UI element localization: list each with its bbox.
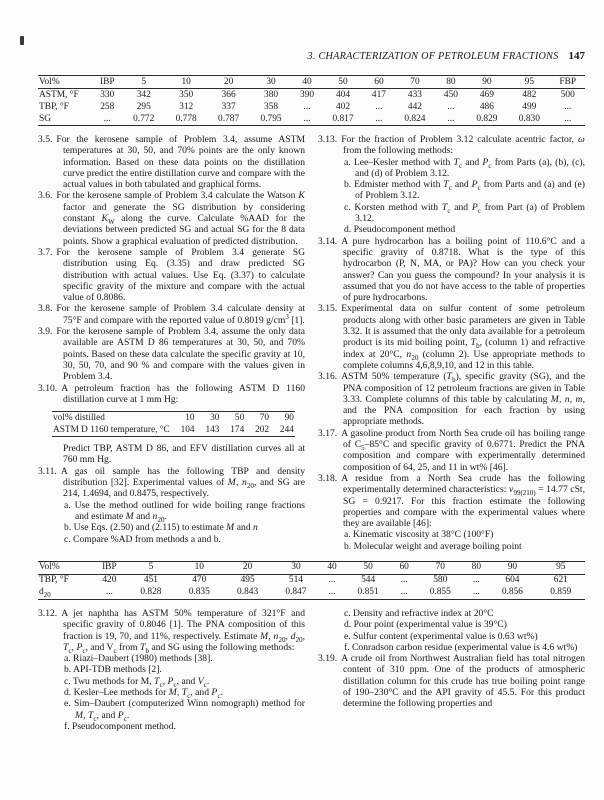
table-row: [52, 412, 295, 425]
table-cell: 174: [230, 424, 245, 435]
problem-subitem: a. Use the method outlined for wide boiling range fractions and estimate M and $n_{20}$.: [64, 499, 305, 524]
column-header: 10: [181, 76, 191, 87]
problem-item: [38, 247, 305, 303]
table-cell: 621: [553, 575, 568, 586]
table-cell: 202: [255, 424, 270, 435]
table-row: [38, 574, 585, 587]
table-cell: 0.855: [429, 587, 451, 598]
table-cell: 0.829: [476, 113, 498, 124]
upper-left-column: [38, 134, 305, 552]
problem-number: 3.7.: [38, 246, 53, 258]
problem-number: 3.11.: [38, 465, 57, 477]
table-body: [52, 412, 295, 437]
problem-subitem: e. Sim–Daubert (computerized Winn nomograph) method for M, $T_c$, and $P_c$.: [64, 698, 305, 723]
mid-distillation-table: [38, 561, 585, 600]
problem-number: 3.19.: [318, 653, 338, 665]
table-cell: 0.843: [237, 587, 259, 598]
column-header: 50: [338, 76, 348, 87]
table-cell: 0.847: [285, 587, 307, 598]
problem-item: [318, 473, 585, 529]
row-label: $d_{20}$: [39, 587, 51, 600]
table-cell: 442: [407, 101, 422, 112]
table-cell: ...: [447, 113, 455, 124]
problem-subitem: f. Pseudocomponent method.: [64, 720, 176, 732]
top-distillation-table: [38, 75, 585, 126]
problem-subitem: d. Pseudocomponent method: [344, 224, 456, 236]
table-cell: 402: [335, 101, 351, 112]
table-cell: ...: [564, 113, 572, 124]
lower-right-column: [318, 608, 585, 732]
table-cell: 470: [192, 575, 207, 586]
chapter-title: 3. CHARACTERIZATION OF PETROLEUM FRACTIONS: [307, 51, 559, 62]
problem-item: [38, 134, 305, 190]
table-cell: 337: [221, 101, 236, 112]
table-row: [38, 101, 585, 113]
problem-number: 3.14.: [318, 235, 338, 247]
problem-item: [38, 466, 305, 500]
table-cell: ...: [564, 101, 572, 112]
table-cell: 482: [522, 89, 537, 100]
problem-subitem: c. Twu methods for M, $T_c$, $P_c$, and $V_c$.: [64, 675, 210, 689]
table-cell: 70: [259, 412, 270, 423]
table-cell: 0.795: [260, 113, 282, 124]
page-content: [38, 50, 585, 732]
column-header: 10: [194, 562, 204, 573]
problem-text: For the kerosene sample of Problem 3.4 calculate density at 75°F and compare with the reported value of 0.8019 $g/cm^3$ [1].: [56, 303, 305, 326]
table-cell: 0.817: [332, 113, 354, 124]
table-row: [38, 113, 585, 126]
problem-number: 3.17.: [318, 427, 338, 439]
table-row: [52, 424, 295, 437]
table-cell: 50: [234, 412, 245, 423]
problem-number: 3.15.: [318, 303, 338, 315]
problem-subitem: d. Pour point (experimental value is 39°C): [344, 619, 507, 631]
row-label: ASTM D 1160 temperature, °C: [53, 424, 170, 435]
table-row: [38, 587, 585, 600]
problem-number: 3.5.: [38, 134, 53, 145]
table-cell: 295: [136, 101, 151, 112]
table-cell: 358: [264, 101, 279, 112]
column-header: 40: [327, 562, 337, 573]
table-cell: ...: [400, 575, 408, 586]
page-number: 147: [568, 50, 585, 62]
column-header: 20: [223, 76, 234, 87]
table-cell: 0.824: [404, 113, 426, 124]
table-cell: 486: [479, 101, 494, 112]
table-cell: ...: [375, 101, 383, 112]
problem-number: 3.13.: [318, 134, 338, 145]
problem-text: A petroleum fraction has the following ASTM D 1160 distillation curve at 1 mm Hg:: [61, 382, 305, 405]
table-cell: 10: [185, 412, 195, 423]
column-header: 20: [242, 562, 253, 573]
problem-item: [318, 236, 585, 304]
table-cell: 500: [560, 89, 575, 100]
problem-text: ASTM 50% temperature $(T_b)$, specific gravity (SG), and the PNA composition of 12 petroleum fractions are given in Table 3.33. Complete columns of this table by calculating M, n, m, and the PNA composition for each fraction by using appropriate methods.: [341, 371, 586, 428]
table-cell: 514: [288, 575, 303, 586]
problem-item: [38, 326, 305, 382]
problem-item: [318, 134, 585, 157]
row-label: vol% distilled: [53, 412, 105, 423]
problem-subitem: e. Sulfur content (experimental value is 0.63 wt%): [344, 630, 538, 642]
column-header: IBP: [102, 562, 117, 573]
column-header: FBP: [559, 76, 577, 87]
problem-subitem: c. Compare %AD from methods a and b.: [64, 533, 221, 545]
problem-number: 3.10.: [38, 382, 58, 394]
table-cell: 350: [179, 89, 194, 100]
table-cell: 0.859: [550, 587, 572, 598]
column-header: 40: [302, 76, 312, 87]
column-header: 60: [399, 562, 409, 573]
problem-item: [38, 303, 305, 326]
table-cell: 0.856: [501, 587, 523, 598]
table-cell: 90: [284, 412, 294, 423]
column-header: 95: [556, 562, 566, 573]
problem-subitem: a. Kinematic viscosity at 38°C (100°F): [344, 529, 494, 541]
problem-subitem: f. Conradson carbon residue (experimental value is 4.6 wt%): [344, 641, 578, 653]
table-cell: 390: [299, 89, 315, 100]
table-cell: 380: [264, 89, 279, 100]
problem-text: A gas oil sample has the following TBP and density distribution [32]. Experimental values of M, $n_{20}$, and SG are 214, 1.4694, and 0.8475, respectively.: [60, 465, 306, 500]
lower-left-column: [38, 608, 305, 732]
row-label: ASTM, °F: [39, 89, 79, 100]
problem-subitem: b. Molecular weight and average boiling point: [344, 540, 522, 552]
problem-text: For the kerosene sample of Problem 3.4, assume the only data available are ASTM D 86 temperatures at 30, 50, and 70% points. Based on these data calculate the specific gravity at 10, 30, 50, 70, and 90 % and compare with the values given in Problem 3.4.: [56, 326, 305, 383]
table-cell: ...: [103, 113, 111, 124]
problem-subitem: c. Density and refractive index at 20°C: [344, 607, 494, 619]
row-label: SG: [39, 113, 51, 124]
problem-item: [318, 371, 585, 427]
column-header: Vol%: [39, 76, 60, 87]
problem-item: [38, 608, 305, 653]
table-cell: 404: [335, 89, 351, 100]
column-header: 80: [471, 562, 482, 573]
problem-item: [38, 190, 305, 246]
problem-text: For the kerosene sample of Problem 3.4 generate SG distribution using Eq. (3.35) and draw predicted SG distribution with actual values. Use Eq. (3.37) to calculate specific gravity of the mixture and compare with the actual value of 0.8086.: [56, 246, 305, 304]
mid-distillation-table-container: [38, 561, 585, 600]
table-cell: 0.787: [218, 113, 240, 124]
table-header-row: [38, 76, 585, 89]
table-cell: 0.772: [133, 113, 155, 124]
problem-number: 3.8.: [38, 303, 53, 315]
table-cell: 469: [479, 89, 494, 100]
problem-paragraph: Predict TBP, ASTM D 86, and EFV distillation curves all at 760 mm Hg.: [63, 443, 305, 466]
table-header: [38, 561, 585, 574]
table-row: [38, 89, 585, 102]
column-header: 30: [266, 76, 276, 87]
table-header-row: [38, 561, 585, 574]
table-cell: ...: [328, 587, 336, 598]
table-cell: 450: [443, 89, 458, 100]
column-header: 70: [410, 76, 420, 87]
table-cell: 604: [505, 575, 520, 586]
table-cell: 0.830: [518, 113, 540, 124]
table-cell: 0.778: [175, 113, 197, 124]
column-header: 60: [374, 76, 384, 87]
table-cell: ...: [105, 587, 113, 598]
table-body: [38, 89, 585, 126]
problem-item: [318, 303, 585, 371]
problem-item: [318, 653, 585, 709]
problem-subitem: b. Edmister method with $T_c$ and $P_c$ from Parts and (a) and (e) of Problem 3.12.: [344, 179, 585, 202]
column-header: 30: [291, 562, 301, 573]
problem-number: 3.18.: [318, 472, 338, 484]
table-cell: 495: [240, 575, 255, 586]
table-cell: 580: [433, 575, 448, 586]
top-distillation-table-container: [38, 75, 585, 126]
table-cell: 244: [279, 424, 294, 435]
row-label: TBP, °F: [39, 101, 69, 112]
table-cell: 258: [100, 101, 115, 112]
table-cell: 499: [522, 101, 537, 112]
column-header: 95: [524, 76, 535, 87]
table-header: [38, 76, 585, 89]
problem-text: A residue from a North Sea crude has the following experimentally determined characteristics: $\nu_{99(210)} = 14.77$ cSt, SG = 0.9217. For this fraction estimate the following properties and compare with the experimental values where they are available [46]:: [341, 472, 585, 530]
running-header: [38, 50, 585, 62]
problem-text: For the kerosene sample of Problem 3.4 calculate the Watson K factor and generate the SG distribution by considering constant $K_W$ along the curve. Calculate %AAD for the deviations between predicted SG and actual SG for the 8 data points. Show a graphical evaluation of predicted distribution.: [56, 190, 306, 247]
table-cell: 0.851: [357, 587, 379, 598]
table-cell: 544: [361, 575, 376, 586]
problem-text: A crude oil from Northwest Australian field has total nitrogen content of 310 ppm. One of the products of atmospheric distillation column for this crude has true boiling point range of 190–230°C and the API gravity of 45.5. For this product determine the following properties and: [341, 653, 585, 710]
table-cell: ...: [472, 587, 480, 598]
table-cell: 342: [136, 89, 151, 100]
problem-text: Experimental data on sulfur content of some petroleum products along with other basic parameters are given in Table 3.32. It is assumed that the only data available for a petroleum product is its mid boiling point, $T_b$, (column 1) and refractive index at 20°C, $n_{20}$ (column 2). Use appropriate methods to complete columns 4,6,8,9,10, and 12 in this table.: [341, 303, 585, 371]
table-cell: ...: [447, 101, 455, 112]
column-header: IBP: [99, 76, 115, 87]
table-cell: 433: [407, 89, 422, 100]
column-header: Vol%: [39, 562, 60, 573]
table-cell: 451: [143, 575, 158, 586]
problem-number: 3.12.: [38, 607, 58, 619]
table-cell: ...: [400, 587, 408, 598]
table-cell: 366: [221, 89, 236, 100]
problem-number: 3.6.: [38, 190, 53, 202]
column-header: 90: [482, 76, 492, 87]
table-cell: 104: [180, 424, 195, 435]
problem-number: 3.9.: [38, 326, 53, 338]
scan-artifact: [20, 36, 24, 45]
table-cell: 0.828: [140, 587, 162, 598]
lower-text-section: [38, 608, 585, 732]
problem-item: [38, 383, 305, 406]
problem-text: A pure hydrocarbon has a boiling point of 110.6°C and a specific gravity of 0.8718. What is the type of this hydrocarbon (P, N, MA, or PA)? How can you check your answer? Can you guess the compound? In your analysis it is assumed that you do not have access to the table of properties of pure hydrocarbons.: [341, 235, 585, 304]
row-label: TBP, °F: [39, 575, 69, 586]
problem-item: [318, 428, 585, 473]
table-cell: ...: [303, 101, 311, 112]
column-header: 80: [446, 76, 456, 87]
table-cell: 30: [210, 412, 220, 423]
table-cell: 0.835: [188, 587, 210, 598]
problem-subitem: c. Korsten method with $T_c$ and $P_c$ from Part (a) of Problem 3.12.: [344, 201, 585, 225]
table-cell: 417: [371, 89, 386, 100]
table-body: [38, 574, 585, 599]
column-header: 50: [363, 562, 373, 573]
column-header: 5: [141, 76, 147, 87]
problem-subitem: b. Use Eqs. (2.50) and (2.115) to estimate M and n: [64, 522, 259, 534]
problem-text: For the kerosene sample of Problem 3.4, assume ASTM temperatures at 30, 50, and 70% points are the only known information. Based on these data points on the distillation curve predict the entire distillation curve and compare with the actual values in both tabulated and graphical forms.: [56, 134, 305, 191]
upper-right-column: [318, 134, 585, 552]
problem-subitem: a. Lee–Kesler method with $T_c$ and $P_c$ from Parts (a), (b), (c), and (d) of Problem 3.12.: [344, 156, 585, 179]
table-cell: ...: [375, 113, 383, 124]
upper-text-section: [38, 134, 585, 552]
problem-text: A gasoline product from North Sea crude oil has boiling range of $C_5-85^\circ C$ and specific gravity of 0.6771. Predict the PNA composition and compare with experimentally determined composition of 64, 25, and 11 in wt% [46].: [341, 427, 586, 473]
column-header: 90: [507, 562, 518, 573]
table-cell: ...: [328, 575, 336, 586]
table-cell: 420: [102, 575, 117, 586]
inline-table: [52, 411, 295, 437]
problem-subitem: d. Kesler–Lee methods for M, $T_c$, and $P_c$.: [64, 687, 223, 700]
table-cell: 312: [179, 101, 194, 112]
table-cell: 143: [205, 424, 220, 435]
problem-subitem: b. API-TDB methods [2].: [64, 664, 162, 676]
problem-text: A jet naphtha has ASTM 50% temperature of 321°F and specific gravity of 0.8046 [1]. The PNA composition of this fraction is 19, 70, and 11%, respectively. Estimate M, $n_{20}$, $d_{20}$, $T_c$, $P_c$, and $V_c$ from $T_b$ and SG using the following methods:: [61, 607, 306, 655]
table-cell: ...: [303, 113, 311, 124]
problem-number: 3.16.: [318, 371, 338, 383]
column-header: 70: [435, 562, 445, 573]
inline-table-wrapper: [52, 411, 305, 437]
problem-subitem: a. Riazi–Daubert (1980) methods [38].: [64, 653, 213, 665]
table-cell: ...: [472, 575, 480, 586]
table-cell: 330: [100, 89, 115, 100]
column-header: 5: [148, 562, 154, 573]
problem-text: For the fraction of Problem 3.12 calculate acentric factor, ω from the following methods:: [341, 134, 585, 157]
